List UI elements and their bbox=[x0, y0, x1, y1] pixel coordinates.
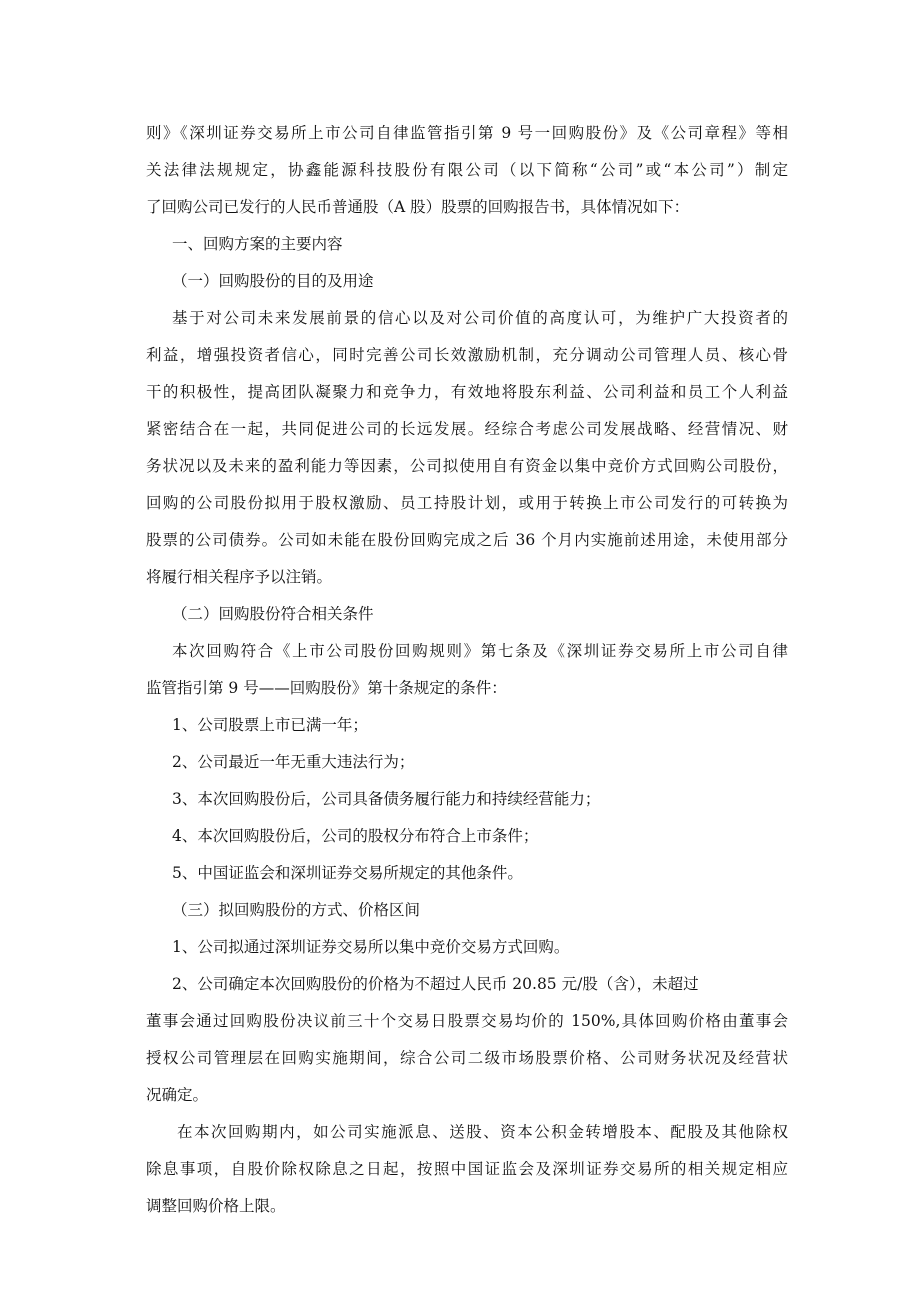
subsection-heading-3: （三）拟回购股份的方式、价格区间 bbox=[172, 901, 421, 919]
intro-line-1: 则》《深圳证券交易所上市公司自律监管指引第 9 号一回购股份》及《公司章程》等相 bbox=[146, 124, 788, 142]
sub1-line-5: 务状况以及未来的盈利能力等因素，公司拟使用自有资金以集中竞价方式回购公司股份， bbox=[146, 457, 788, 475]
sub3-item-2-line-1: 2、公司确定本次回购股份的价格为不超过人民币 20.85 元/股（含），未超过 bbox=[172, 975, 699, 993]
sub3-para-line-1: 在本次回购期内，如公司实施派息、送股、资本公积金转增股本、配股及其他除权 bbox=[177, 1123, 788, 1141]
sub1-line-1: 基于对公司未来发展前景的信心以及对公司价值的高度认可，为维护广大投资者的 bbox=[172, 309, 788, 327]
sub1-line-2: 利益，增强投资者信心，同时完善公司长效激励机制，充分调动公司管理人员、核心骨 bbox=[146, 346, 788, 364]
sub1-line-3: 干的积极性，提高团队凝聚力和竞争力，有效地将股东利益、公司利益和员工个人利益 bbox=[146, 383, 788, 401]
condition-item-5: 5、中国证监会和深圳证券交易所规定的其他条件。 bbox=[172, 864, 523, 882]
condition-item-1: 1、公司股票上市已满一年； bbox=[172, 716, 368, 734]
intro-line-3: 了回购公司已发行的人民币普通股（A 股）股票的回购报告书，具体情况如下： bbox=[146, 198, 690, 216]
sub3-para-line-2: 除息事项，自股价除权除息之日起，按照中国证监会及深圳证券交易所的相关规定相应 bbox=[146, 1160, 788, 1178]
subsection-heading-1: （一）回购股份的目的及用途 bbox=[172, 272, 374, 290]
intro-line-2: 关法律法规规定，协鑫能源科技股份有限公司（以下简称“公司”或“本公司”）制定 bbox=[146, 161, 788, 179]
condition-item-3: 3、本次回购股份后，公司具备债务履行能力和持续经营能力； bbox=[172, 790, 601, 808]
sub3-para-line-3: 调整回购价格上限。 bbox=[146, 1197, 286, 1215]
section-heading-1: 一、回购方案的主要内容 bbox=[172, 235, 343, 253]
condition-item-4: 4、本次回购股份后，公司的股权分布符合上市条件； bbox=[172, 827, 539, 845]
sub2-line-2: 监管指引第 9 号——回购股份》第十条规定的条件： bbox=[146, 679, 507, 697]
sub3-item-1: 1、公司拟通过深圳证券交易所以集中竞价交易方式回购。 bbox=[172, 938, 570, 956]
sub3-item-2-line-3: 授权公司管理层在回购实施期间，综合公司二级市场股票价格、公司财务状况及经营状 bbox=[146, 1049, 788, 1067]
sub1-line-6: 回购的公司股份拟用于股权激励、员工持股计划，或用于转换上市公司发行的可转换为 bbox=[146, 494, 788, 512]
subsection-heading-2: （二）回购股份符合相关条件 bbox=[172, 605, 374, 623]
sub2-line-1: 本次回购符合《上市公司股份回购规则》第七条及《深圳证券交易所上市公司自律 bbox=[172, 642, 788, 660]
sub1-line-4: 紧密结合在一起，共同促进公司的长远发展。经综合考虑公司发展战略、经营情况、财 bbox=[146, 420, 788, 438]
sub1-line-7: 股票的公司债券。公司如未能在股份回购完成之后 36 个月内实施前述用途，未使用部分 bbox=[146, 531, 788, 549]
sub3-item-2-line-4: 况确定。 bbox=[146, 1086, 209, 1104]
condition-item-2: 2、公司最近一年无重大违法行为； bbox=[172, 753, 415, 771]
sub1-line-8: 将履行相关程序予以注销。 bbox=[146, 568, 333, 586]
sub3-item-2-line-2: 董事会通过回购股份决议前三十个交易日股票交易均价的 150%,具体回购价格由董事会 bbox=[146, 1012, 788, 1030]
